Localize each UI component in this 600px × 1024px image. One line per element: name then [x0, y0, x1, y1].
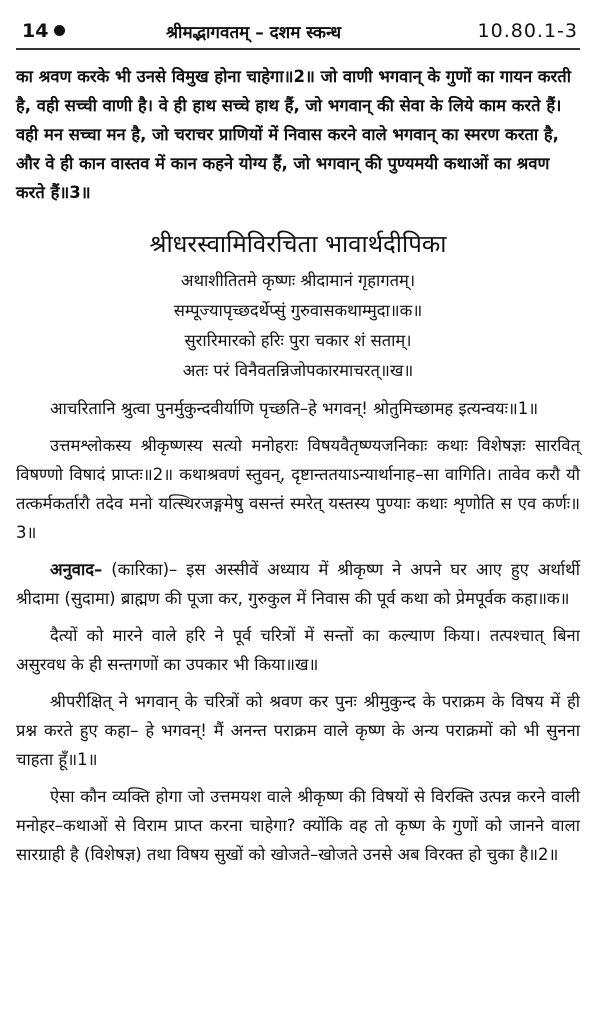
verse-line: अथाशीतितमे कृष्णः श्रीदामानं गृहागतम्। [180, 271, 416, 290]
verse-line: सम्पूज्यापृच्छदर्थेप्सुं गुरुवासकथाम्मुदा॥क॥ [173, 301, 423, 320]
page-header [16, 0, 580, 43]
translation-karika-b: दैत्यों को मारने वाले हरि ने पूर्व चरित्रों में सन्तों का कल्याण किया। तत्पश्चात् बिना असुरवध के ही सन्तगणों का उपकार भी किया॥ख॥ [16, 626, 580, 674]
translation-karika-a [16, 555, 580, 613]
translation-paragraph-2: ऐसा कौन व्यक्ति होगा जो उत्तमयश वाले श्रीकृष्ण की विषयों से विरक्ति उत्पन्न करने वाली मनोहर–कथाओं से विराम प्राप्त करना चाहेगा? क्योंकि वह तो कृष्ण के गुणों को जानने वाला सारग्राही है (विशेषज्ञ) तथा विषय सुखों को खोजते–खोजते उनसे अब विरक्त हो चुका है॥2॥ [16, 787, 580, 864]
intro-paragraph: का श्रवण करके भी उनसे विमुख होना चाहेगा॥2॥ जो वाणी भगवान् के गुणों का गायन करती है, वही सच्ची वाणी है। वे ही हाथ सच्चे हाथ हैं, जो भगवान् की सेवा के लिये काम करते हैं। वही मन सच्चा मन है, जो चराचर प्राणियों में निवास करने वाले भगवान् का स्मरण करता है, और वे ही कान वास्तव में कान कहने योग्य हैं, जो भगवान् की पुण्यमयी कथाओं का श्रवण करते हैं॥3॥ [16, 67, 571, 202]
translation-paragraph-1: श्रीपरीक्षित् ने भगवान् के चरित्रों को श्रवण कर पुनः श्रीमुकुन्द के पराक्रम के विषय में ही प्रश्न करते हुए कहा– हे भगवन्! मैं अनन्त पराक्रम वाले कृष्ण के अन्य पराक्रमों को भी सुनना चाहता हूँ॥1॥ [16, 692, 580, 769]
translation-label: अनुवाद– [50, 560, 103, 579]
header-divider [16, 48, 580, 50]
page-number: 14 [22, 20, 65, 42]
commentary-paragraph-1: आचरितानि श्रुत्वा पुनर्मुकुन्दवीर्याणि पृच्छति–हे भगवन्! श्रोतुमिच्छामह इत्यन्वयः॥1॥ [50, 399, 539, 418]
commentary-paragraph-2: उत्तमश्लोकस्य श्रीकृष्णस्य सत्यो मनोहराः विषयवैतृष्ण्यजनिकाः कथाः विशेषज्ञः सारवित् विषण्णो विषादं प्राप्तः॥2॥ कथाश्रवणं स्तुवन्, दृष्टान्ततयाऽन्यार्थानाह–सा वागिति। तावेव करौ यौ तत्कर्मकर्तारौ तदेव मनो यत्स्थिरजङ्गमेषु वसन्तं स्मरेत् यस्तस्य पुण्याः कथाः शृणोति स एव कर्णः॥3॥ [16, 436, 580, 542]
verse-line: अतः परं विनैवतन्निजोपकारमाचरत्॥ख॥ [182, 361, 414, 380]
section-title: श्रीधरस्वामिविरचिता भावार्थदीपिका [149, 230, 447, 258]
bullet-icon [54, 25, 65, 36]
sanskrit-verse [16, 266, 580, 386]
verse-reference: 10.80.1-3 [477, 20, 578, 42]
karika-a-text: (कारिका)– इस अस्सीवें अध्याय में श्रीकृष्ण ने अपने घर आए हुए अर्थार्थी श्रीदामा (सुदामा) ब्राह्मण की पूजा कर, गुरुकुल में निवास की पूर्व कथा को प्रेमपूर्वक कहा॥क॥ [16, 560, 580, 608]
verse-line: सुरारिमारको हरिः पुरा चकार शं सताम्। [184, 331, 412, 350]
running-title: श्रीमद्भागवतम् – दशम स्कन्ध [166, 23, 342, 43]
